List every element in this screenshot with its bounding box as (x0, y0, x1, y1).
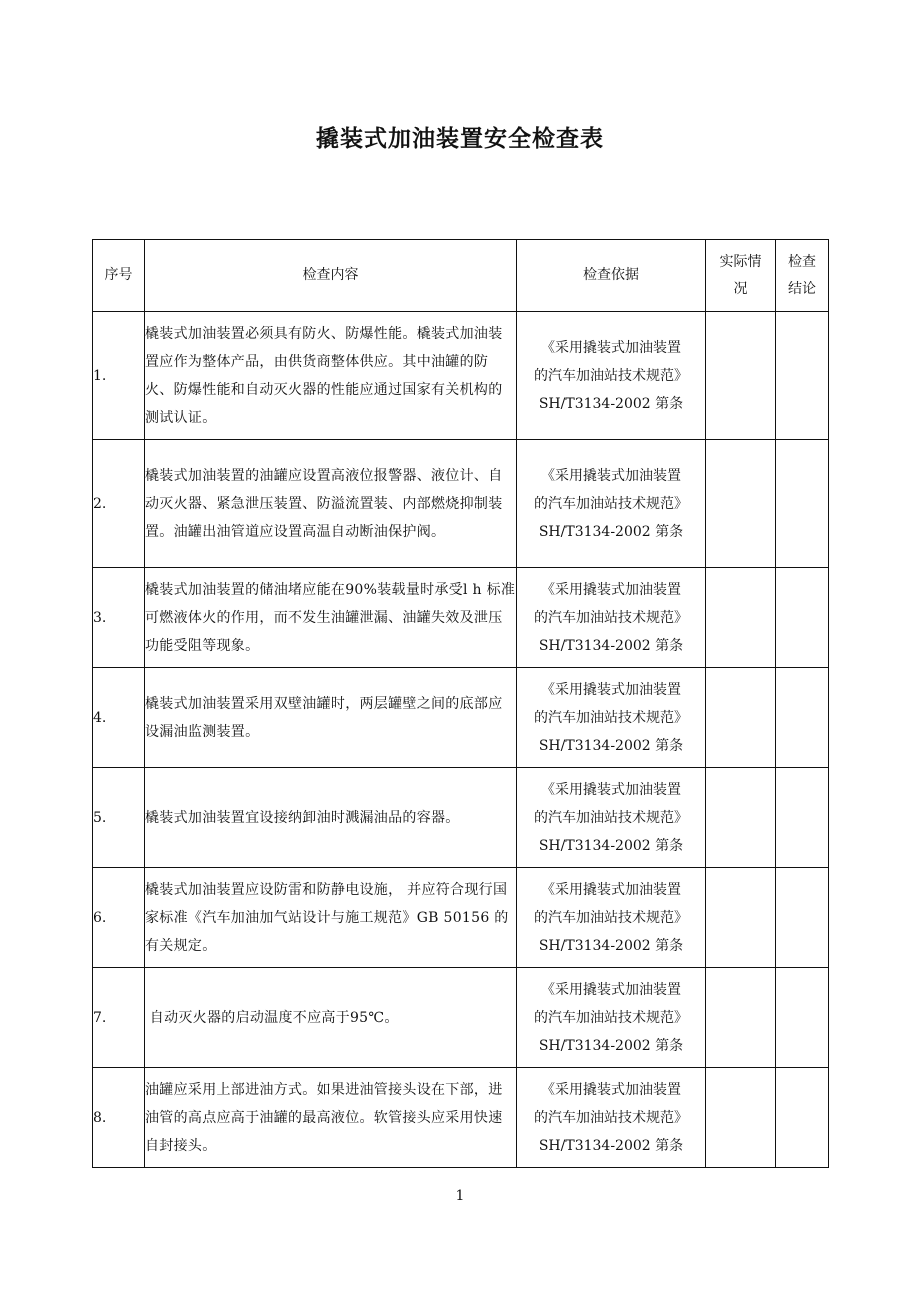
row-no: 6. (93, 868, 145, 968)
row-basis: 《采用撬装式加油装置 的汽车加油站技术规范》 SH/T3134-2002 第条 (517, 668, 706, 768)
row-no: 8. (93, 1068, 145, 1168)
row-content: 橇装式加油装置采用双壁油罐时，两层罐壁之间的底部应设漏油监测装置。 (145, 668, 517, 768)
row-no: 1. (93, 312, 145, 440)
row-result-cell[interactable] (776, 1068, 829, 1168)
row-result-cell[interactable] (776, 868, 829, 968)
table-row (93, 768, 829, 868)
row-basis: 《采用撬装式加油装置 的汽车加油站技术规范》 SH/T3134-2002 第条 (517, 440, 706, 568)
row-content: 橇装式加油装置宜设接纳卸油时溅漏油品的容器。 (145, 768, 517, 868)
header-basis: 检查依据 (517, 240, 706, 312)
table-row (93, 668, 829, 768)
row-basis: 《采用撬装式加油装置 的汽车加油站技术规范》 SH/T3134-2002 第条 (517, 312, 706, 440)
row-content: 橇装式加油装置的油罐应设置高液位报警器、液位计、自动灭火器、紧急泄压装置、防溢流置装、内部燃烧抑制装置。油罐出油管道应设置高温自动断油保护阀。 (145, 440, 517, 568)
row-no: 2. (93, 440, 145, 568)
row-basis: 《采用撬装式加油装置 的汽车加油站技术规范》 SH/T3134-2002 第条 (517, 968, 706, 1068)
row-no: 7. (93, 968, 145, 1068)
row-no: 4. (93, 668, 145, 768)
row-basis: 《采用撬装式加油装置 的汽车加油站技术规范》 SH/T3134-2002 第条 (517, 1068, 706, 1168)
header-result: 检查结论 (776, 240, 829, 312)
row-result-cell[interactable] (776, 568, 829, 668)
header-no: 序号 (93, 240, 145, 312)
page-number: 1 (455, 1188, 465, 1204)
page-title: 撬装式加油装置安全检查表 (316, 126, 604, 152)
row-basis: 《采用撬装式加油装置 的汽车加油站技术规范》 SH/T3134-2002 第条 (517, 868, 706, 968)
row-content: 橇装式加油装置的储油堵应能在90%装载量时承受l h 标准可燃液体火的作用，而不发生油罐泄漏、油罐失效及泄压功能受阻等现象。 (145, 568, 517, 668)
row-actual-cell[interactable] (706, 768, 776, 868)
row-content: 自动灭火器的启动温度不应高于95℃。 (145, 968, 517, 1068)
inspection-table (92, 239, 829, 1168)
table-row (93, 868, 829, 968)
header-content: 检查内容 (145, 240, 517, 312)
table-row (93, 968, 829, 1068)
row-no: 3. (93, 568, 145, 668)
row-basis: 《采用撬装式加油装置 的汽车加油站技术规范》 SH/T3134-2002 第条 (517, 568, 706, 668)
row-no: 5. (93, 768, 145, 868)
row-actual-cell[interactable] (706, 968, 776, 1068)
row-result-cell[interactable] (776, 768, 829, 868)
row-content: 油罐应采用上部进油方式。如果进油管接头设在下部，进油管的高点应高于油罐的最高液位。软管接头应采用快速 自封接头。 (145, 1068, 517, 1168)
row-actual-cell[interactable] (706, 568, 776, 668)
row-result-cell[interactable] (776, 968, 829, 1068)
row-result-cell[interactable] (776, 668, 829, 768)
header-actual: 实际情况 (706, 240, 776, 312)
table-row (93, 568, 829, 668)
row-content: 橇装式加油装置应设防雷和防静电设施， 并应符合现行国家标准《汽车加油加气站设计与施工规范》GB 50156 的有关规定。 (145, 868, 517, 968)
row-basis: 《采用撬装式加油装置 的汽车加油站技术规范》 SH/T3134-2002 第条 (517, 768, 706, 868)
row-result-cell[interactable] (776, 312, 829, 440)
row-content: 橇装式加油装置必须具有防火、防爆性能。橇装式加油装置应作为整体产品，由供货商整体供应。其中油罐的防火、防爆性能和自动灭火器的性能应通过国家有关机构的测试认证。 (145, 312, 517, 440)
row-actual-cell[interactable] (706, 668, 776, 768)
table-row (93, 1068, 829, 1168)
row-actual-cell[interactable] (706, 1068, 776, 1168)
row-result-cell[interactable] (776, 440, 829, 568)
table-row (93, 440, 829, 568)
header-row (93, 240, 829, 312)
table-row (93, 312, 829, 440)
row-actual-cell[interactable] (706, 312, 776, 440)
row-actual-cell[interactable] (706, 868, 776, 968)
row-actual-cell[interactable] (706, 440, 776, 568)
